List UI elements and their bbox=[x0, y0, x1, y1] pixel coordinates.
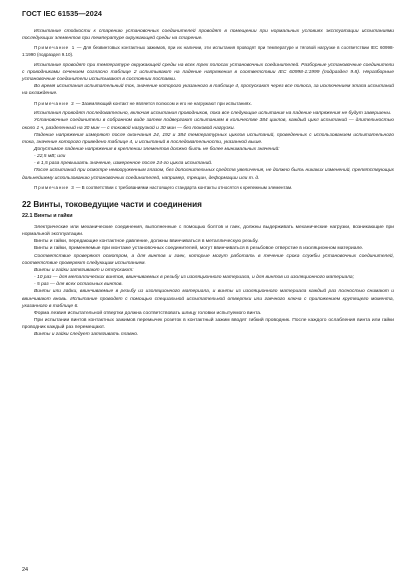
page-number: 24 bbox=[22, 567, 29, 573]
list-item: - 5 раз — для всех остальных винтов. bbox=[34, 282, 123, 288]
paragraph: Испытания проводят последовательно, включая испытания проводников, пока все следующие испытания на падение напряжения не будут завершены. bbox=[34, 111, 392, 117]
paragraph: Винты и гайки следует затягивать плавно. bbox=[34, 332, 139, 338]
list-item: - 10 раз — для металлических винтов, ввинчиваемых в резьбу из изоляционного материала, и для винтов из изоляционного материала; bbox=[34, 275, 354, 281]
paragraph: Испытание стойкости к старению установочных соединителей проводят в помещении при нормальных условиях эксплуатации испытаниями последующих элементов при температуре окружающей среды на старение. bbox=[22, 29, 394, 42]
list-item: - 22,5 мВ; или bbox=[34, 154, 66, 160]
subsection-heading: 22.1 Винты и гайки bbox=[22, 213, 73, 220]
document-body bbox=[22, 28, 394, 338]
paragraph: Испытание проводят при температуре окружающей среды на всех трех полосах установочных соединителей. Разборные установочные соединители с проводниками сечением согласно таблице 2 испытывают на падение напряжения в соответствии IEC 60998-1:1999 (подраздел 9.8). Неразборные установочные соединители испытывают в состоянии поставки. bbox=[22, 62, 394, 83]
paragraph: При испытании винтов контактных зажимов перемычек розеток в контактный зажим вводят гибкий проводник. После каждого ослабления винта или гайки проводник каждый раз перемещают. bbox=[22, 318, 394, 331]
paragraph: Форма лезвия испытательной отвертки должна соответствовать шлицу головки испытуемого винта. bbox=[34, 310, 262, 316]
paragraph: Винты и гайки, передающие контактное давление, должны ввинчиваться в металлическую резьбу. bbox=[34, 239, 259, 245]
paragraph: Винты и гайки, применяемые при монтаже установочных соединителей, могут ввинчиваться в резьбовое отверстие в изоляционном материале. bbox=[34, 246, 364, 252]
note-2 bbox=[22, 101, 394, 108]
note-3 bbox=[22, 185, 394, 192]
section-heading: 22 Винты, токоведущие части и соединения bbox=[22, 200, 202, 210]
paragraph: Винты и гайки затягивают и отпускают: bbox=[34, 267, 134, 273]
paragraph: Допустимое падение напряжения в креплении элементов должно быть не более минимальных значений: bbox=[34, 146, 280, 152]
note-label: Примечание 1 bbox=[34, 45, 76, 51]
paragraph: Во время испытания испытательный ток, значение которого указанного в таблице 4, пропускают через все полюса, за исключением этапа испытаний на охлаждение. bbox=[22, 84, 394, 97]
paragraph: Установочные соединители в собранном виде затем подвергают испытаниям в количестве 384 циклов, каждый цикл испытаний — длительностью около 1 ч, разделенный на 30 мин — с токовой нагрузкой и 30 мин — без токовой нагрузки. bbox=[22, 118, 394, 131]
note-text: — Для безвинтовых контактных зажимов, при их наличии, эти испытания проводят при температуре и тяговой нагрузке в соответствии IEC 60998-1:1990 (подраздел 9.10). bbox=[22, 45, 394, 58]
paragraph: Винты или гайки, ввинчиваемые в резьбу из изоляционного материала, и винты из изоляционного материала каждый раз полностью снимают и ввинчивают вновь. Испытание проводят с помощью специальной испытательной отвертки или гаечного ключа с приложением крутящего момента, указанного в таблице 6. bbox=[22, 289, 394, 309]
note-text: — В соответствии с требованиями настоящего стандарта контакты относятся к крепежным элементам. bbox=[74, 184, 293, 190]
paragraph: Электрические или механические соединения, выполненные с помощью болтов и гаек, должны выдерживать механические нагрузки, возникающие при нормальной эксплуатации. bbox=[22, 224, 394, 238]
page-header-doc-id: ГОСТ IEC 61535—2024 bbox=[22, 9, 103, 18]
paragraph: Соответствие проверяют осмотром, а для винтов и гаек, которые могут работать в течение срока службы установочных соединителей, соответствие проверяют следующим испытанием. bbox=[22, 253, 394, 266]
paragraph: После испытаний при осмотре невооруженным глазом, без дополнительных средств увеличения, не должно быть никаких изменений, препятствующих дальнейшему использованию установочных соединителей, например, трещин, деформации или т. д. bbox=[22, 168, 394, 181]
note-text: — Заземляющий контакт не является полюсом и его не нагружают при испытаниях. bbox=[74, 100, 252, 106]
note-label: Примечание 3 bbox=[34, 184, 75, 190]
paragraph: Падение напряжения измеряют после окончания 24, 192 и 384 температурных циклов испытаний, проведенных с использованием испытательного тока, значение которого приведено таблице 4, и испытаний в последовательности, указанной выше. bbox=[22, 132, 394, 145]
note-1 bbox=[22, 45, 394, 58]
list-item: - в 1,5 раза превышать значение, измеренное после 24-го цикла испытаний. bbox=[34, 161, 213, 167]
note-label: Примечание 2 bbox=[34, 100, 75, 106]
